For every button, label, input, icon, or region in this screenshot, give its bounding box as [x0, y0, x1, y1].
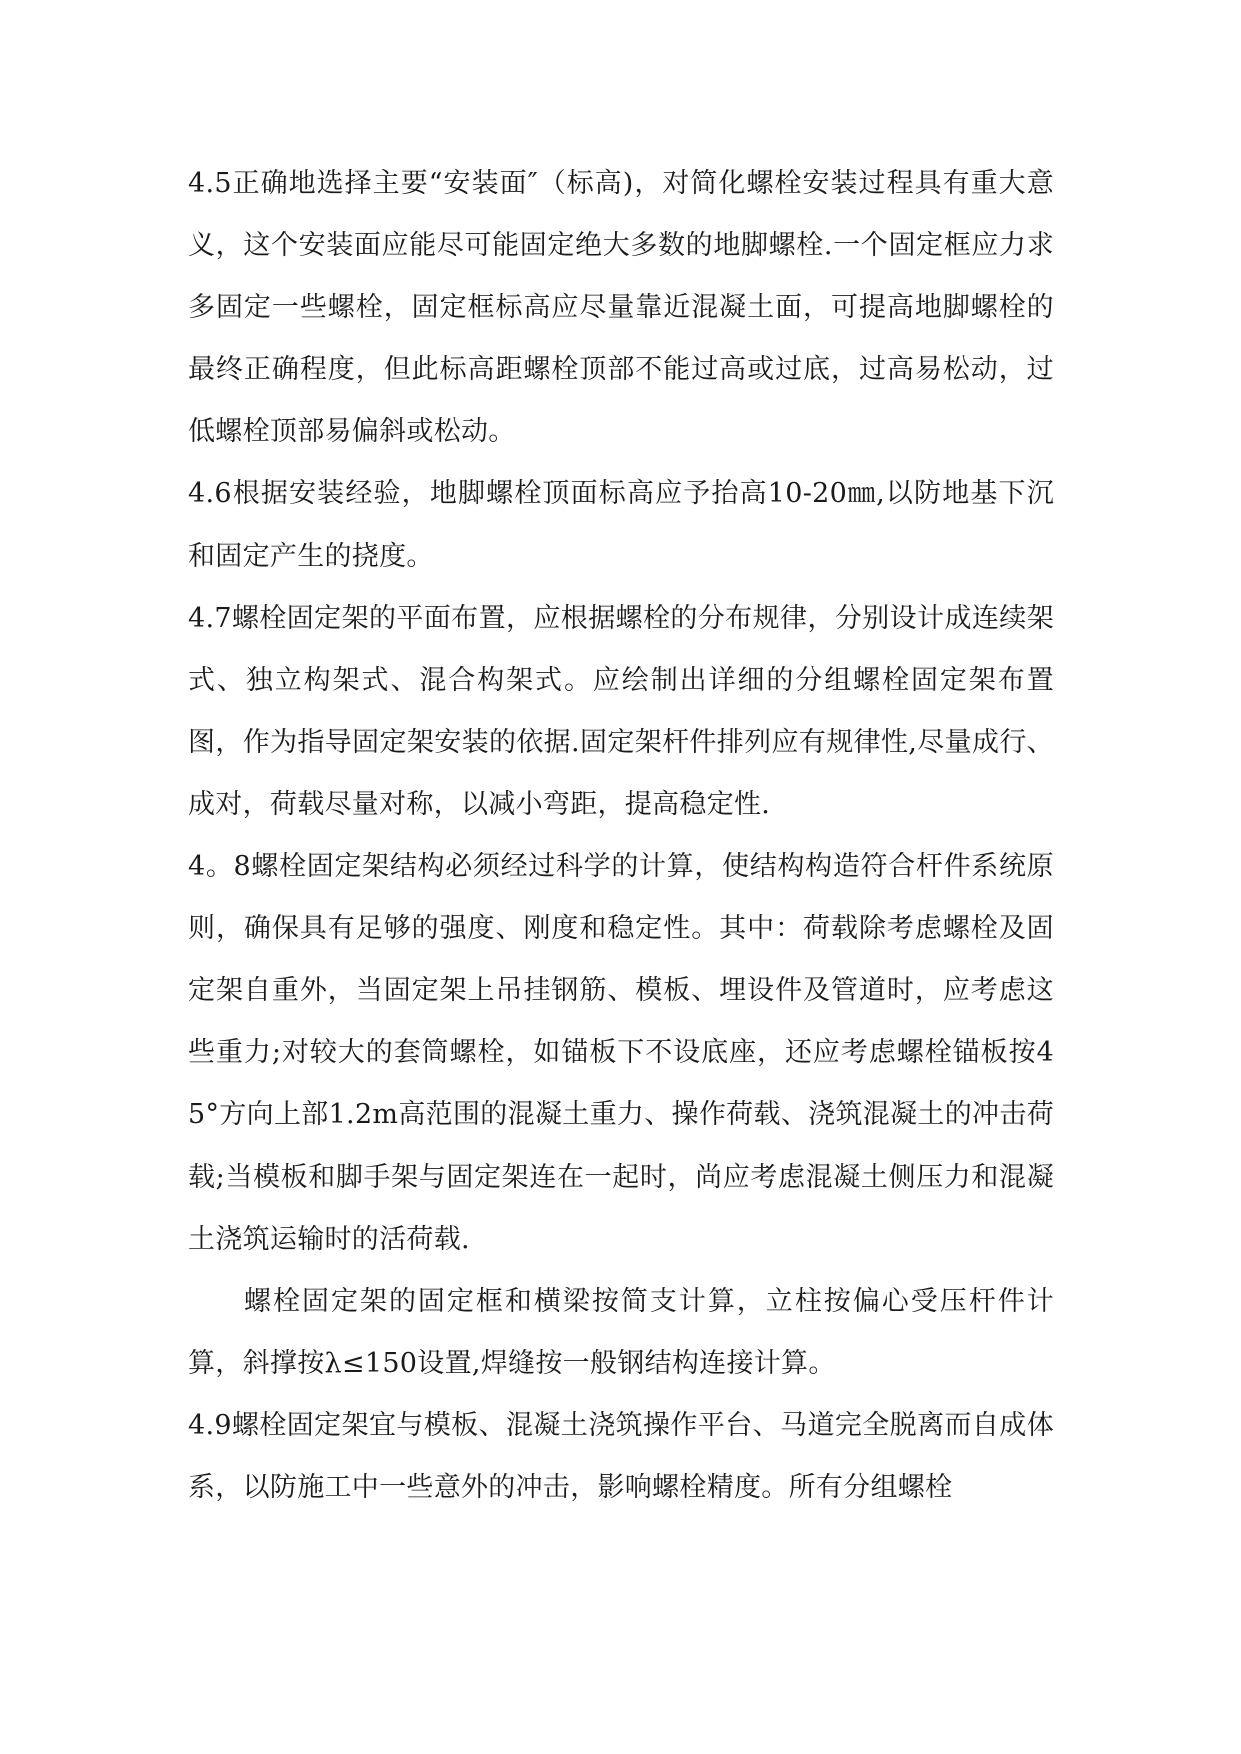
document-body [188, 153, 1054, 1519]
paragraph-4-7: 4.7螺栓固定架的平面布置，应根据螺栓的分布规律，分别设计成连续架式、独立构架式、混合构架式。应绘制出详细的分组螺栓固定架布置图，作为指导固定架安装的依据.固定架杆件排列应有规律性,尽量成行、成对，荷载尽量对称，以减小弯距，提高稳定性. [188, 602, 1054, 820]
paragraph-4-9: 4.9螺栓固定架宜与模板、混凝土浇筑操作平台、马道完全脱离而自成体系，以防施工中一些意外的冲击，影响螺栓精度。所有分组螺栓 [188, 1409, 1054, 1503]
paragraph-calculation-note: 螺栓固定架的固定框和横梁按简支计算，立柱按偏心受压杆件计算，斜撑按λ≤150设置,焊缝按一般钢结构连接计算。 [188, 1285, 1054, 1379]
paragraph-4-6: 4.6根据安装经验，地脚螺栓顶面标高应予抬高10-20㎜,以防地基下沉和固定产生的挠度。 [188, 478, 1054, 572]
paragraph-4-8: 4。8螺栓固定架结构必须经过科学的计算，使结构构造符合杆件系统原则，确保具有足够的强度、刚度和稳定性。其中：荷载除考虑螺栓及固定架自重外，当固定架上吊挂钢筋、模板、埋设件及管道时，应考虑这些重力;对较大的套筒螺栓，如锚板下不设底座，还应考虑螺栓锚板按45°方向上部1.2m高范围的混凝土重力、操作荷载、浇筑混凝土的冲击荷载;当模板和脚手架与固定架连在一起时，尚应考虑混凝土侧压力和混凝土浇筑运输时的活荷载. [188, 851, 1054, 1255]
paragraph-4-5: 4.5正确地选择主要“安装面″（标高)，对简化螺栓安装过程具有重大意义，这个安装面应能尽可能固定绝大多数的地脚螺栓.一个固定框应力求多固定一些螺栓，固定框标高应尽量靠近混凝土面，可提高地脚螺栓的最终正确程度，但此标高距螺栓顶部不能过高或过底，过高易松动，过低螺栓顶部易偏斜或松动。 [188, 168, 1054, 448]
